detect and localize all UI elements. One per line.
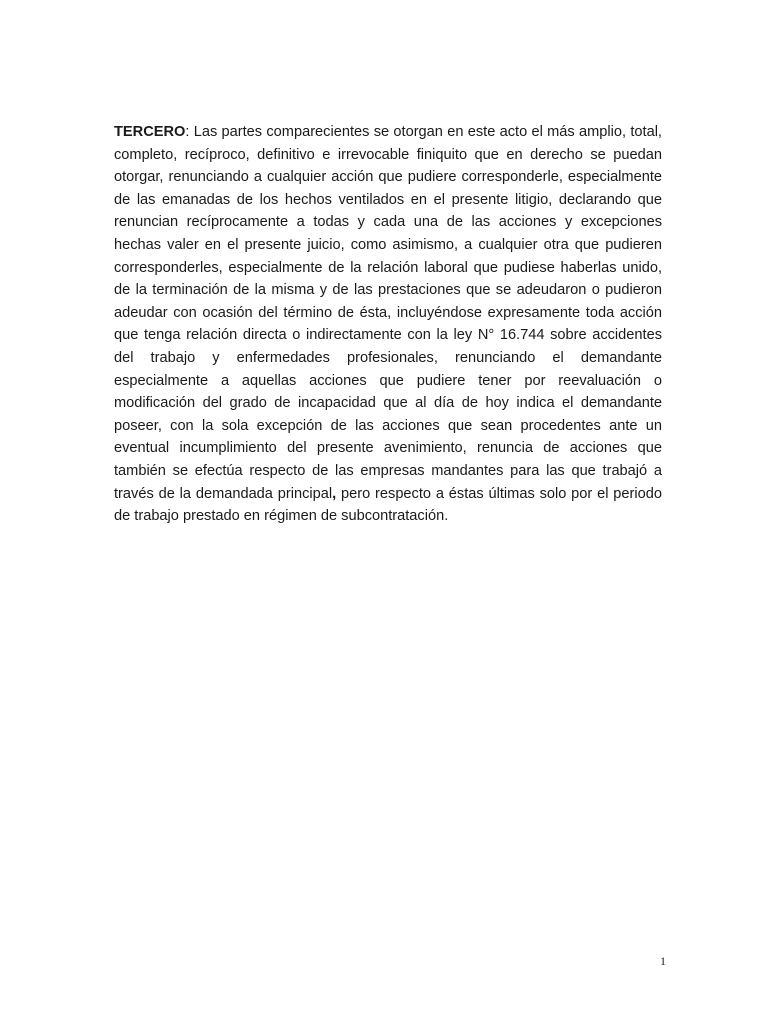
clause-text-part2: pero respecto a éstas últimas solo por el periodo de trabajo prestado en régimen de subcontratación. xyxy=(114,485,662,525)
clause-bold-comma: , xyxy=(332,485,337,502)
clause-text-part1: : Las partes comparecientes se otorgan en este acto el más amplio, total, completo, recíproco, definitivo e irrevocable finiquito que en derecho se puedan otorgar, renunciando a cualquier acción que pudiere corresponderle, especialmente de las emanadas de los hechos ventilados en el presente litigio, declarando que renuncian recíprocamente a todas y cada una de las acciones y excepciones hechas valer en el presente juicio, como asimismo, a cualquier otra que pudieren corresponderles, especialmente de la relación laboral que pudiese haberlas unido, de la terminación de la misma y de las prestaciones que se adeudaron o pudieron adeudar con ocasión del término de ésta, incluyéndose expresamente toda acción que tenga relación directa o indirectamente con la ley N° 16.744 sobre accidentes del trabajo y enfermedades profesionales, renunciando el demandante especialmente a aquellas acciones que pudiere tener por reevaluación o modificación del grado de incapacidad que al día de hoy indica el demandante poseer, con la sola excepción de las acciones que sean procedentes ante un eventual incumplimiento del presente avenimiento, renuncia de acciones que también se efectúa respecto de las empresas mandantes para las que trabajó a través de la demandada principal xyxy=(114,124,662,502)
clause-paragraph xyxy=(114,121,662,528)
page-number: 1 xyxy=(660,954,666,968)
clause-heading: TERCERO xyxy=(114,124,186,140)
